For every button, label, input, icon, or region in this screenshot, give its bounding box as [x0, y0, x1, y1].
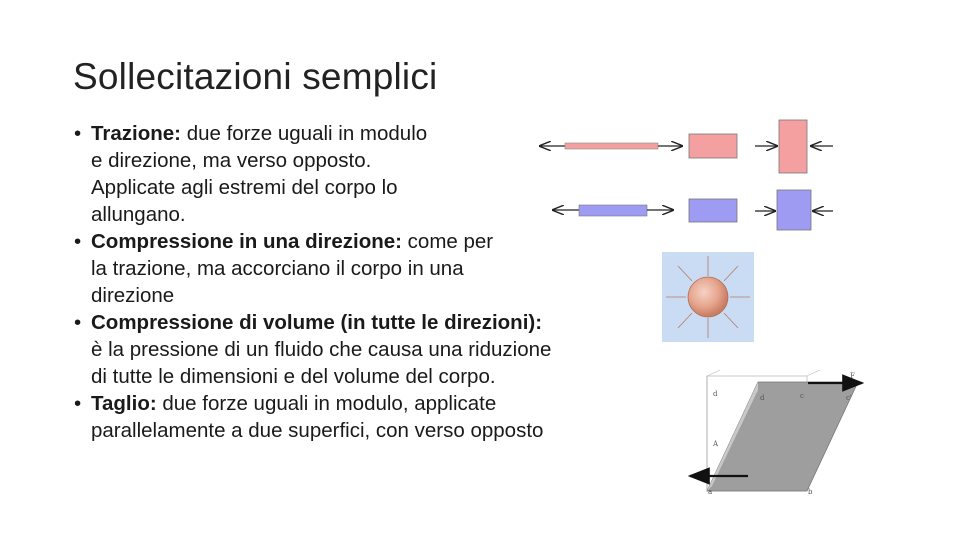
bullet-taglio	[74, 390, 674, 444]
shear-label: F	[850, 372, 855, 380]
volume-compression-figure	[662, 252, 754, 342]
sphere	[688, 277, 728, 317]
bullet-text: la trazione, ma accorciano il corpo in una	[91, 257, 464, 280]
shear-label: c'	[846, 394, 852, 402]
tension-bar-figure	[540, 134, 737, 158]
bullet-volume	[74, 309, 674, 390]
bullet-text: allungano.	[91, 203, 186, 226]
bullet-heading: Compressione di volume (in tutte le direzioni):	[91, 311, 543, 334]
shear-figure	[680, 368, 870, 498]
tension-compression-diagram	[535, 115, 845, 235]
bullet-text: direzione	[91, 284, 175, 307]
tension-block-figure	[755, 120, 833, 173]
bullet-heading: Trazione:	[91, 122, 181, 145]
bullet-dot: •	[74, 230, 82, 253]
bullet-text: parallelamente a due superfici, con verso opposto	[91, 419, 544, 442]
compression-bar-figure	[553, 199, 737, 222]
bullet-heading: Taglio:	[91, 392, 157, 415]
shear-label: d	[760, 394, 765, 402]
bullet-text: e direzione, ma verso opposto.	[91, 149, 372, 172]
bullet-heading: Compressione in una direzione:	[91, 230, 402, 253]
bullet-dot: •	[74, 122, 82, 145]
bullet-text: come per	[401, 230, 494, 253]
bullet-text: di tutte le dimensioni e del volume del corpo.	[91, 365, 496, 388]
shear-label: a	[708, 488, 713, 496]
shear-label: c	[800, 392, 804, 400]
bullet-dot: •	[74, 392, 82, 415]
shear-label: d	[713, 390, 718, 398]
sheared-block	[707, 382, 858, 491]
shear-label: A	[713, 440, 719, 448]
bullet-compressione	[74, 228, 674, 309]
bullet-text: due forze uguali in modulo, applicate	[156, 392, 497, 415]
bullet-text: Applicate agli estremi del corpo lo	[91, 176, 398, 199]
bullet-text: due forze uguali in modulo	[181, 122, 428, 145]
bullet-text: è la pressione di un fluido che causa una riduzione	[91, 338, 552, 361]
compression-block-figure	[755, 190, 833, 230]
slide-title: Sollecitazioni semplici	[73, 56, 438, 97]
bullet-dot: •	[74, 311, 82, 334]
shear-label: b	[808, 488, 813, 496]
